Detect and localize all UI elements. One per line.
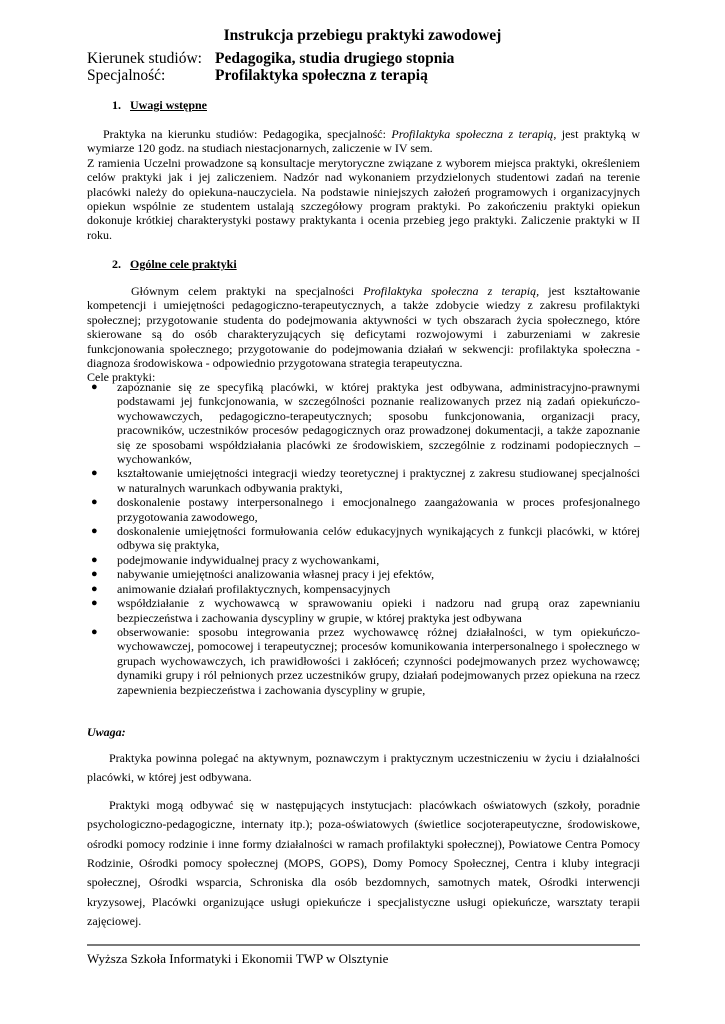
bullet-icon: ● [91, 568, 98, 581]
meta-value: Profilaktyka społeczna z terapią [215, 67, 428, 84]
meta-specialization [87, 67, 428, 85]
section1-number: 1. [112, 98, 121, 112]
meta-value: Pedagogika, studia drugiego stopnia [215, 50, 455, 67]
meta-label: Specjalność: [87, 67, 166, 84]
list-item: ● podejmowanie indywidualnej pracy z wychowankami, [91, 552, 380, 567]
section2-number: 2. [112, 257, 121, 271]
bullet-icon: ● [91, 582, 98, 595]
specialization-italic: Profilaktyka społeczna z terapią, [363, 284, 540, 298]
list-item: ● doskonalenie umiejętności formułowania celów edukacyjnych wynikających z funkcji placówki, w której odbywa się praktyka, [91, 524, 640, 553]
meta-field-of-study [87, 50, 454, 68]
list-item: ● doskonalenie postawy interpersonalnego i emocjonalnego zaangażowania w proces profesjonalnego przygotowania zawodowego, [91, 495, 640, 524]
goals-list [87, 380, 640, 697]
section1-title: Uwagi wstępne [130, 98, 207, 112]
meta-label: Kierunek studiów: [87, 50, 202, 67]
bullet-icon: ● [91, 525, 98, 538]
list-item: ● kształtowanie umiejętności integracji wiedzy teoretycznej i praktycznej z zakresu studiowanej specjalności w naturalnych warunkach odbywania praktyki, [91, 466, 640, 495]
section2-paragraph-1: Głównym celem praktyki na specjalności Profilaktyka społeczna z terapią, jest kształtowanie kompetencji i umiejętności pedagogiczno-terapeutycznych, a także zdobycie wiedzy z zakresu profilaktyki społecznej; przygotowanie studenta do podejmowania aktywności w tych obszarach życia społecznego, które skierowane są do osób charakteryzujących się deficytami rozwojowymi i zaburzeniami w zakresie funkcjonowania społecznego; przygotowanie do podejmowania działań w sekwencji: profilaktyka społeczna - diagnoza środowiskowa - odpowiednio przygotowana strategia terapeutyczna. [87, 284, 641, 371]
bullet-icon: ● [91, 381, 98, 393]
section1-body [87, 127, 640, 242]
specialization-italic: Profilaktyka społeczna z terapią [391, 127, 554, 141]
footer-divider [87, 944, 640, 946]
document-title: Instrukcja przebiegu praktyki zawodowej [223, 27, 502, 44]
list-item: ● zapoznanie się ze specyfiką placówki, w której praktyka jest odbywana, administracyjno-prawnymi podstawami jej funkcjonowania, w szczególności poznanie realizowanych przez nią zadań opiekuńczo-wychowawczych, pedagogiczno-terapeutycznych; sposobu funkcjonowania, organizacji pracy, pracowników, uczestników procesów pedagogicznych oraz prowadzonej dokumentacji, a także zapoznanie się ze sposobami współdziałania placówki ze środowiskiem, szczególnie z rodzinami podopiecznych –wychowanków, [91, 380, 640, 467]
section1-paragraph-1: Praktyka na kierunku studiów: Pedagogika, specjalność: Profilaktyka społeczna z terapią, jest praktyką w wymiarze 120 godz. na studiach niestacjonarnych, zaliczenie w IV sem. [87, 127, 641, 156]
note-body [87, 749, 640, 932]
note-paragraph-1: Praktyka powinna polegać na aktywnym, poznawczym i praktycznym uczestniczeniu w życiu i działalności placówki, w której jest odbywana. [87, 751, 640, 785]
section2-title: Ogólne cele praktyki [130, 257, 237, 271]
list-item: ● współdziałanie z wychowawcą w sprawowaniu opieki i nadzoru nad grupą oraz zapewnianiu bezpieczeństwa i zachowania dyscypliny w grupie, w której praktyka jest odbywana [91, 596, 640, 625]
list-item: ● nabywanie umiejętności analizowania własnej pracy i jej efektów, [91, 567, 435, 582]
bullet-icon: ● [91, 625, 98, 638]
section2-body [87, 284, 640, 385]
goals-label: Cele praktyki: [87, 370, 156, 385]
note-paragraph-2: Praktyki mogą odbywać się w następujących instytucjach: placówkach oświatowych (szkoły, poradnie psychologiczno-pedagogiczne, internaty itp.); poza-oświatowych (świetlice socjoterapeutyczne, środowiskowe, ośrodki pomocy rodzinie i inne formy działalności w ramach profilaktyki społecznej), Powiatowe Centra Pomocy Rodzinie, Ośrodki pomocy społecznej (MOPS, GOPS), Domy Pomocy Społecznej, Centra i kluby integracji społecznej, Ośrodki wsparcia, Schroniska dla osób bezdomnych, samotnych matek, Ośrodki interwencji kryzysowej, Placówki organizujące usługi opiekuńcze i specjalistyczne usługi opiekuńcze, warsztaty terapii zajęciowej. [87, 797, 640, 929]
bullet-icon: ● [91, 553, 98, 566]
bullet-icon: ● [91, 597, 98, 610]
section1-heading [112, 98, 207, 112]
list-item: ● obserwowanie: sposobu integrowania przez wychowawcę różnej działalności, w tym opiekuńczo-wychowawczej, pomocowej i terapeutycznej; procesów komunikowania interpersonalnego i społecznego w grupach wychowawczych, ich prawidłowości i zakłóceń; czynności podejmowanych przez wychowawcę; dynamiki grupy i ról pełnionych przez uczestników grupy, działań podejmowanych przez opiekuna na rzecz zapewnienia bezpieczeństwa i zachowania dyscypliny w grupie, [91, 624, 640, 697]
section2-heading [112, 257, 237, 271]
bullet-icon: ● [91, 467, 98, 480]
footer-text: Wyższa Szkoła Informatyki i Ekonomii TWP w Olsztynie [87, 951, 389, 966]
list-item: ● animowanie działań profilaktycznych, kompensacyjnych [91, 581, 391, 596]
note-label: Uwaga: [87, 725, 126, 739]
section1-paragraph-2: Z ramienia Uczelni prowadzone są konsultacje merytoryczne związane z wyborem miejsca praktyki, określeniem celów praktyki jak i jej zaliczeniem. Nadzór nad wykonaniem przydzielonych studentowi zadań na terenie placówki należy do opiekuna-nauczyciela. Na podstawie niniejszych założeń programowych i organizacyjnych opiekun wspólnie ze studentem ustalają szczegółowy program praktyki. Po zakończeniu praktyki opiekun dokonuje krótkiej charakterystyki postawy praktykanta i ocenia przebieg jego praktyki. Zaliczenie praktyki w II roku. [87, 155, 640, 242]
bullet-icon: ● [91, 496, 98, 509]
